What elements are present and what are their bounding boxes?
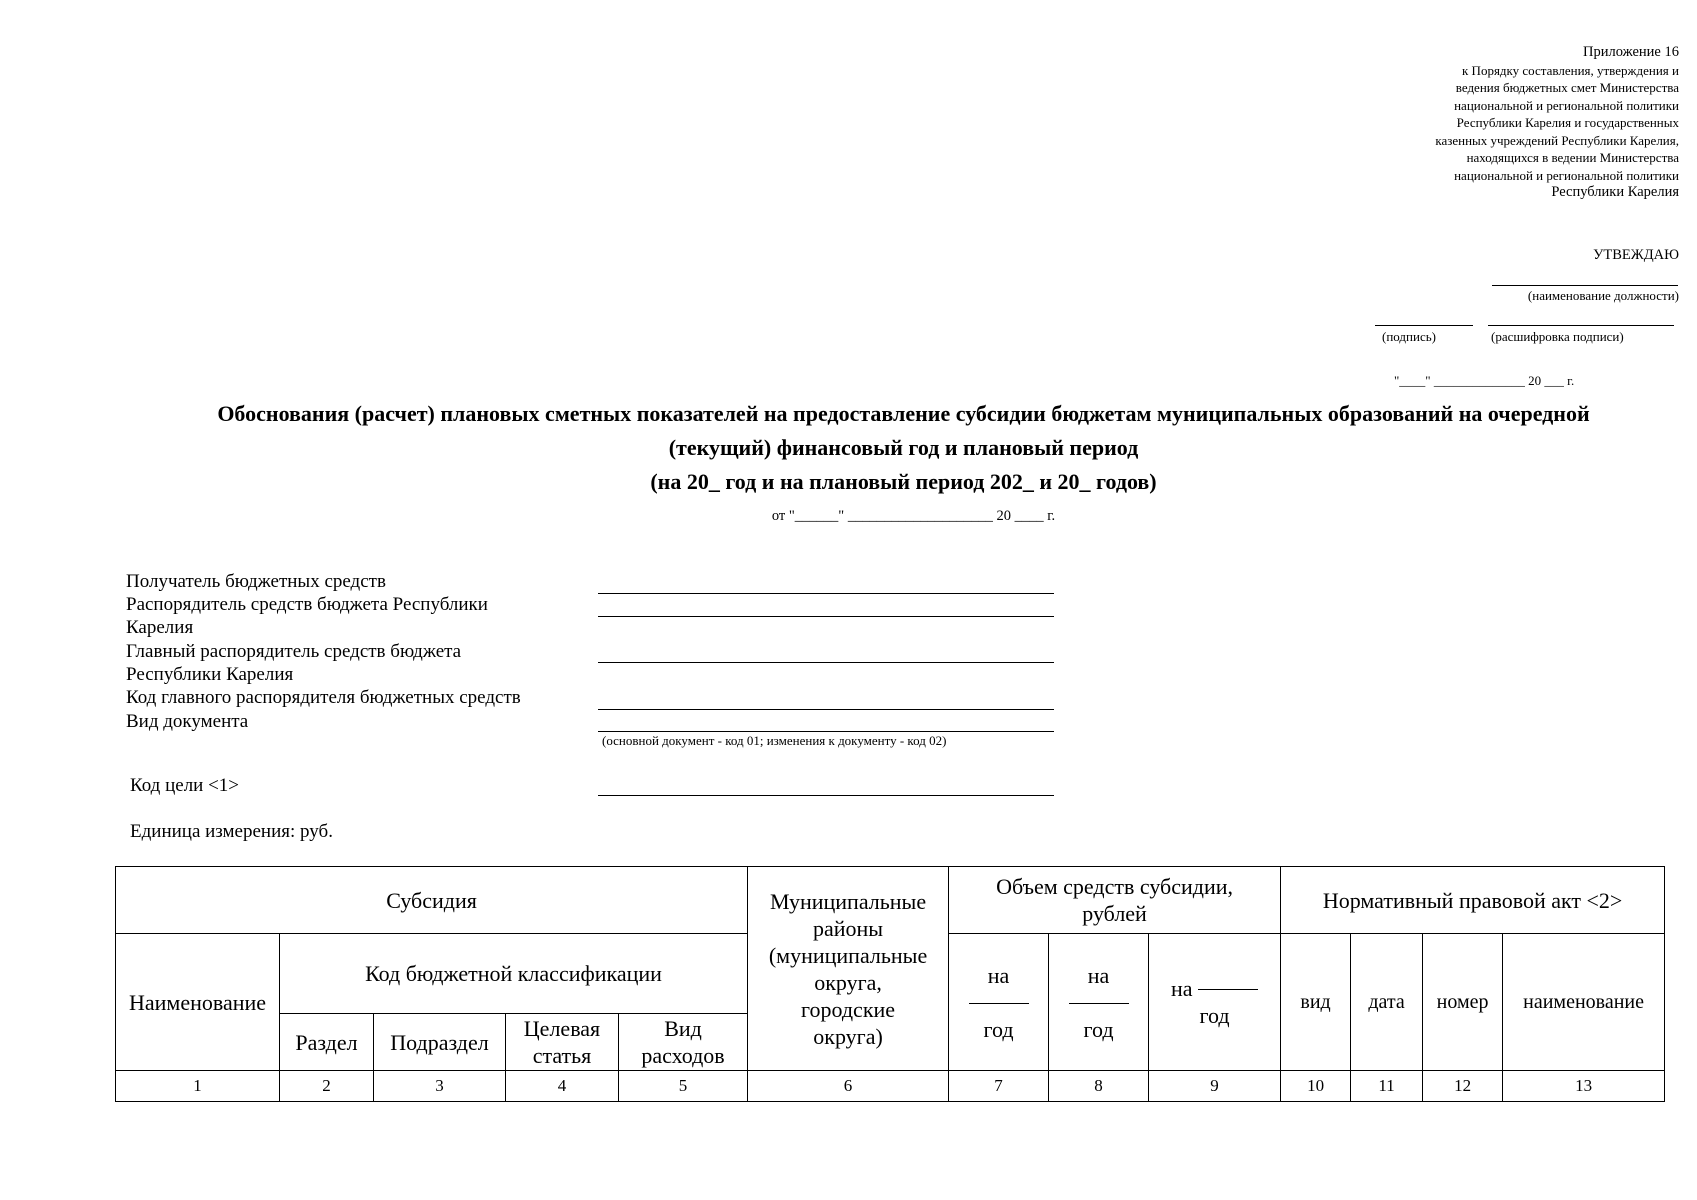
subsection-header: Подраздел: [374, 1014, 506, 1071]
expense-type-header: [619, 1014, 748, 1071]
municipal-header-line: Муниципальные: [769, 888, 927, 914]
budget-code-header: Код бюджетной классификации: [280, 934, 748, 1014]
subsidy-header: Субсидия: [116, 867, 748, 934]
col-number: 1: [116, 1071, 280, 1102]
position-caption: (наименование должности): [1527, 288, 1679, 303]
expense-type-line: расходов: [641, 1043, 725, 1068]
document-title: [0, 397, 1697, 499]
col-number: 11: [1351, 1071, 1423, 1102]
recipient-line: [598, 593, 1054, 594]
col-number: 8: [1049, 1071, 1149, 1102]
title-line-3: (на 20_ год и на плановый период 202_ и 20_ годов): [650, 469, 1157, 494]
municipal-header-line: округа): [813, 1023, 883, 1049]
volume-header-line: рублей: [1082, 901, 1147, 926]
recipient-label: Получатель бюджетных средств: [126, 571, 386, 592]
subsidy-table: [115, 866, 1665, 1102]
year-blank-line: [1198, 979, 1258, 990]
year-2-header: [1049, 934, 1149, 1071]
col-number: 3: [374, 1071, 506, 1102]
manager-label-1: Распорядитель средств бюджета Республики: [126, 594, 488, 615]
doc-type-line: [598, 731, 1054, 732]
col-number: 10: [1281, 1071, 1351, 1102]
appendix-line: Республики Карелия и государственных: [1456, 115, 1679, 130]
title-line-2: (текущий) финансовый год и плановый период: [668, 435, 1139, 460]
appendix-line: ведения бюджетных смет Министерства: [1455, 80, 1679, 95]
year-god: год: [1083, 1016, 1114, 1042]
municipal-header-line: городские: [801, 996, 896, 1022]
year-na: на: [987, 962, 1010, 988]
signature-line: [1375, 325, 1473, 326]
col-number: 7: [949, 1071, 1049, 1102]
goal-code-line: [598, 795, 1054, 796]
appendix-line: казенных учреждений Республики Карелия,: [1435, 132, 1679, 148]
col-number: 5: [619, 1071, 748, 1102]
target-item-line: Целевая: [523, 1016, 601, 1041]
appendix-line: к Порядку составления, утверждения и: [1461, 62, 1679, 78]
target-item-header: [506, 1014, 619, 1071]
act-name-header: наименование: [1503, 934, 1665, 1071]
section-header: Раздел: [280, 1014, 374, 1071]
chief-code-label: Код главного распорядителя бюджетных средств: [126, 687, 521, 708]
chief-code-line: [598, 709, 1054, 710]
unit-label: Единица измерения: руб.: [130, 821, 333, 842]
expense-type-line: Вид: [664, 1016, 702, 1041]
volume-header-line: Объем средств субсидии,: [996, 874, 1234, 899]
year-na: на: [1087, 962, 1110, 988]
appendix-line: Республики Карелия: [1551, 184, 1679, 200]
col-number: 4: [506, 1071, 619, 1102]
municipal-header: [748, 867, 949, 1071]
target-item-line: статья: [532, 1043, 592, 1068]
year-blank-line: [1069, 993, 1129, 1004]
legal-act-header: Нормативный правовой акт <2>: [1281, 867, 1665, 934]
chief-manager-label-1: Главный распорядитель средств бюджета: [126, 641, 462, 662]
year-blank-line: [969, 993, 1029, 1004]
name-header: Наименование: [116, 934, 280, 1071]
year-na: на: [1171, 976, 1193, 1001]
year-1-header: [949, 934, 1049, 1071]
col-number: 12: [1423, 1071, 1503, 1102]
number-header: номер: [1423, 934, 1503, 1071]
decoding-caption: (расшифровка подписи): [1491, 329, 1624, 344]
decoding-line: [1488, 325, 1674, 326]
appendix-line: национальной и региональной политики: [1454, 167, 1679, 183]
col-number: 13: [1503, 1071, 1665, 1102]
goal-code-label: Код цели <1>: [130, 775, 240, 796]
position-line: [1492, 285, 1678, 286]
municipal-header-line: (муниципальные: [768, 942, 928, 968]
col-number: 9: [1149, 1071, 1281, 1102]
municipal-header-line: округа,: [814, 969, 882, 995]
appendix-note: [1259, 44, 1679, 202]
manager-label-2: Карелия: [126, 617, 194, 638]
title-line-1: Обоснования (расчет) плановых сметных показателей на предоставление субсидии бюджетам муниципальных образований на очередной: [217, 401, 1590, 426]
col-number: 2: [280, 1071, 374, 1102]
volume-header: [949, 867, 1281, 934]
date-header: дата: [1351, 934, 1423, 1071]
approval-date: "____" ______________ 20 ___ г.: [1394, 373, 1575, 388]
doc-type-hint: (основной документ - код 01; изменения к документу - код 02): [602, 733, 947, 748]
appendix-line: находящихся в ведении Министерства: [1466, 150, 1679, 165]
year-god: год: [1199, 1003, 1230, 1028]
approval-heading: УТВЕЖДАЮ: [1593, 247, 1679, 263]
document-date: от "______" ____________________ 20 ____ г.: [771, 508, 1056, 524]
appendix-line: национальной и региональной политики: [1454, 97, 1679, 113]
chief-manager-line: [598, 662, 1054, 663]
kind-header: вид: [1281, 934, 1351, 1071]
year-3-header: [1149, 934, 1281, 1071]
appendix-heading: Приложение 16: [1583, 44, 1679, 60]
doc-type-label: Вид документа: [126, 711, 249, 732]
col-number: 6: [748, 1071, 949, 1102]
year-god: год: [983, 1016, 1014, 1042]
municipal-header-line: районы: [812, 915, 884, 941]
chief-manager-label-2: Республики Карелия: [126, 664, 294, 685]
signature-caption: (подпись): [1382, 329, 1436, 344]
manager-line: [598, 616, 1054, 617]
